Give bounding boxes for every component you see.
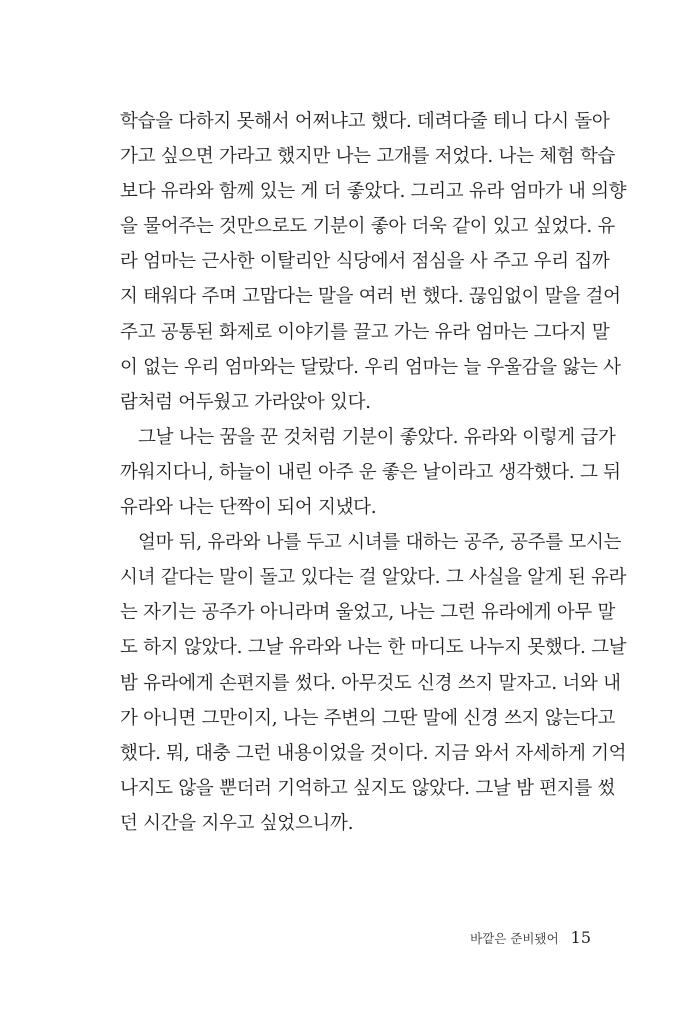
text-line: 나지도 않을 뿐더러 기억하고 싶지도 않았다. 그날 밤 편지를 썼 xyxy=(120,777,616,799)
text-line: 했다. 뭐, 대충 그런 내용이었을 것이다. 지금 와서 자세하게 기억 xyxy=(120,742,627,764)
text-line: 밤 유라에게 손편지를 썼다. 아무것도 신경 쓰지 말자고. 너와 내 xyxy=(120,672,621,694)
paragraph xyxy=(120,108,627,424)
text-line: 도 하지 않았다. 그날 유라와 나는 한 마디도 나누지 못했다. 그날 xyxy=(120,637,627,659)
paragraph xyxy=(120,424,621,529)
text-line: 이 없는 우리 엄마와는 달랐다. 우리 엄마는 늘 우울감을 앓는 사 xyxy=(120,356,621,378)
text-line: 그날 나는 꿈을 꾼 것처럼 기분이 좋았다. 유라와 이렇게 급가 xyxy=(138,426,616,448)
text-line: 가 아니면 그만이지, 나는 주변의 그딴 말에 신경 쓰지 않는다고 xyxy=(120,707,616,729)
page-number: 15 xyxy=(570,928,591,947)
text-line: 보다 유라와 함께 있는 게 더 좋았다. 그리고 유라 엄마가 내 의향 xyxy=(120,181,627,203)
text-line: 얼마 뒤, 유라와 나를 두고 시녀를 대하는 공주, 공주를 모시는 xyxy=(138,532,622,554)
text-line: 까워지다니, 하늘이 내린 아주 운 좋은 날이라고 생각했다. 그 뒤 xyxy=(120,461,621,483)
running-title: 바깥은 준비됐어 xyxy=(470,931,559,946)
text-line: 가고 싶으면 가라고 했지만 나는 고개를 저었다. 나는 체험 학습 xyxy=(120,146,616,168)
text-line: 주고 공통된 화제로 이야기를 끌고 가는 유라 엄마는 그다지 말 xyxy=(120,321,610,343)
text-line: 시녀 같다는 말이 돌고 있다는 걸 알았다. 그 사실을 알게 된 유라 xyxy=(120,567,627,589)
body-text xyxy=(120,108,627,845)
page-footer xyxy=(470,928,591,947)
paragraph xyxy=(120,529,627,845)
text-line: 람처럼 어두웠고 가라앉아 있다. xyxy=(120,391,371,413)
text-line: 을 물어주는 것만으로도 기분이 좋아 더욱 같이 있고 싶었다. 유 xyxy=(120,216,616,238)
text-line: 라 엄마는 근사한 이탈리안 식당에서 점심을 사 주고 우리 집까 xyxy=(120,251,610,273)
text-line: 학습을 다하지 못해서 어쩌냐고 했다. 데려다줄 테니 다시 돌아 xyxy=(120,111,610,132)
text-line: 유라와 나는 단짝이 되어 지냈다. xyxy=(120,497,377,519)
text-line: 는 자기는 공주가 아니라며 울었고, 나는 그런 유라에게 아무 말 xyxy=(120,602,616,624)
text-line: 지 태워다 주며 고맙다는 말을 여러 번 했다. 끊임없이 말을 걸어 xyxy=(120,286,621,308)
text-line: 던 시간을 지우고 싶었으니까. xyxy=(120,812,354,834)
